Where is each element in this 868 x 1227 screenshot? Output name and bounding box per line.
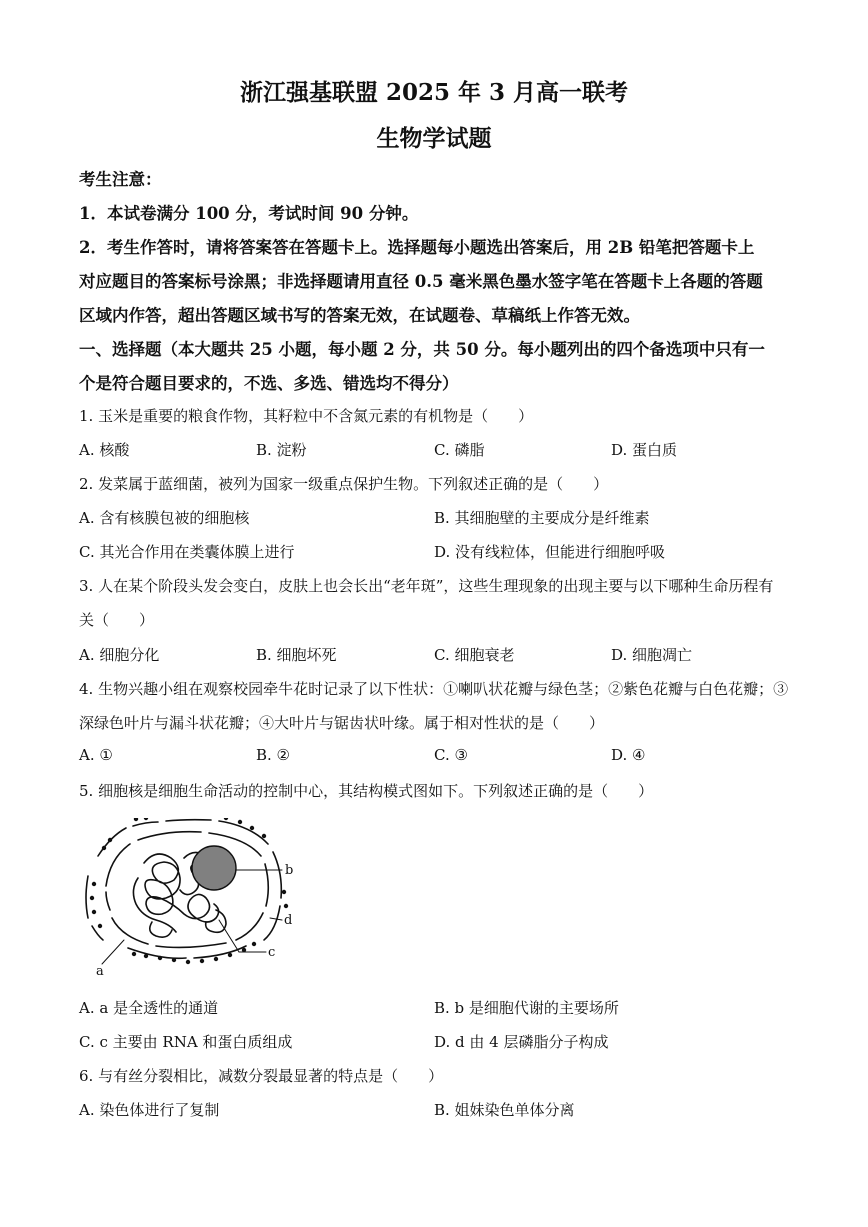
question-4-stem-line-1: 4. 生物兴趣小组在观察校园牵牛花时记录了以下性状：①喇叭状花瓣与绿色茎；②紫色花瓣与白色花瓣；③: [79, 680, 789, 698]
question-4-option-b: B. ②: [256, 746, 291, 764]
question-2-stem: 2. 发菜属于蓝细菌，被列为国家一级重点保护生物。下列叙述正确的是（ ）: [79, 475, 609, 493]
question-5-option-a: A. a 是全透性的通道: [79, 999, 219, 1017]
question-4-option-d: D. ④: [611, 746, 646, 764]
figure-label-a: a: [96, 964, 104, 978]
question-3-stem-line-2: 关（ ）: [79, 611, 155, 629]
question-1-option-d: D. 蛋白质: [611, 441, 678, 459]
question-1-option-c: C. 磷脂: [434, 441, 485, 459]
question-3-option-b: B. 细胞坏死: [256, 646, 337, 664]
question-6-option-b: B. 姐妹染色单体分离: [434, 1101, 575, 1119]
question-3-option-d: D. 细胞凋亡: [611, 646, 693, 664]
question-6-stem: 6. 与有丝分裂相比，减数分裂最显著的特点是（ ）: [79, 1067, 444, 1085]
exam-subtitle: 生物学试题: [376, 125, 492, 152]
nucleus-structure-figure: [76, 818, 306, 978]
notice-item-2-line-2: 对应题目的答案标号涂黑；非选择题请用直径 0.5 毫米黑色墨水签字笔在答题卡上各题的答题: [79, 272, 763, 291]
question-4-option-c: C. ③: [434, 746, 468, 764]
question-5-stem: 5. 细胞核是细胞生命活动的控制中心，其结构模式图如下。下列叙述正确的是（ ）: [79, 782, 654, 800]
question-2-option-b: B. 其细胞壁的主要成分是纤维素: [434, 509, 650, 527]
notice-heading: 考生注意：: [79, 170, 162, 189]
notice-item-2-line-1: 2．考生作答时，请将答案答在答题卡上。选择题每小题选出答案后，用 2B 铅笔把答题卡上: [79, 238, 755, 257]
question-3-option-c: C. 细胞衰老: [434, 646, 515, 664]
notice-item-2-line-3: 区域内作答，超出答题区域书写的答案无效，在试题卷、草稿纸上作答无效。: [79, 306, 640, 325]
figure-label-b: b: [285, 863, 294, 878]
question-3-stem-line-1: 3. 人在某个阶段头发会变白，皮肤上也会长出“老年斑”，这些生理现象的出现主要与以下哪种生命历程有: [79, 577, 774, 595]
question-1-option-a: A. 核酸: [79, 441, 130, 459]
question-2-option-c: C. 其光合作用在类囊体膜上进行: [79, 543, 295, 561]
question-1-option-b: B. 淀粉: [256, 441, 307, 459]
question-1-stem: 1. 玉米是重要的粮食作物，其籽粒中不含氮元素的有机物是（ ）: [79, 407, 534, 425]
question-2-option-a: A. 含有核膜包被的细胞核: [79, 509, 250, 527]
question-4-option-a: A. ①: [79, 746, 113, 764]
exam-title: 浙江强基联盟 2025 年 3 月高一联考: [239, 79, 629, 106]
figure-label-c: c: [268, 945, 276, 960]
question-3-option-a: A. 细胞分化: [79, 646, 160, 664]
figure-label-d: d: [284, 913, 293, 928]
question-5-option-c: C. c 主要由 RNA 和蛋白质组成: [79, 1033, 293, 1051]
section-heading-line-2: 个是符合题目要求的，不选、多选、错选均不得分）: [79, 374, 459, 393]
notice-item-1: 1．本试卷满分 100 分，考试时间 90 分钟。: [79, 204, 419, 223]
question-5-option-d: D. d 由 4 层磷脂分子构成: [434, 1033, 609, 1051]
question-6-option-a: A. 染色体进行了复制: [79, 1101, 220, 1119]
section-heading-line-1: 一、选择题（本大题共 25 小题，每小题 2 分，共 50 分。每小题列出的四个备选项中只有一: [79, 340, 765, 359]
question-5-option-b: B. b 是细胞代谢的主要场所: [434, 999, 619, 1017]
question-4-stem-line-2: 深绿色叶片与漏斗状花瓣；④大叶片与锯齿状叶缘。属于相对性状的是（ ）: [79, 714, 605, 732]
question-2-option-d: D. 没有线粒体，但能进行细胞呼吸: [434, 543, 666, 561]
